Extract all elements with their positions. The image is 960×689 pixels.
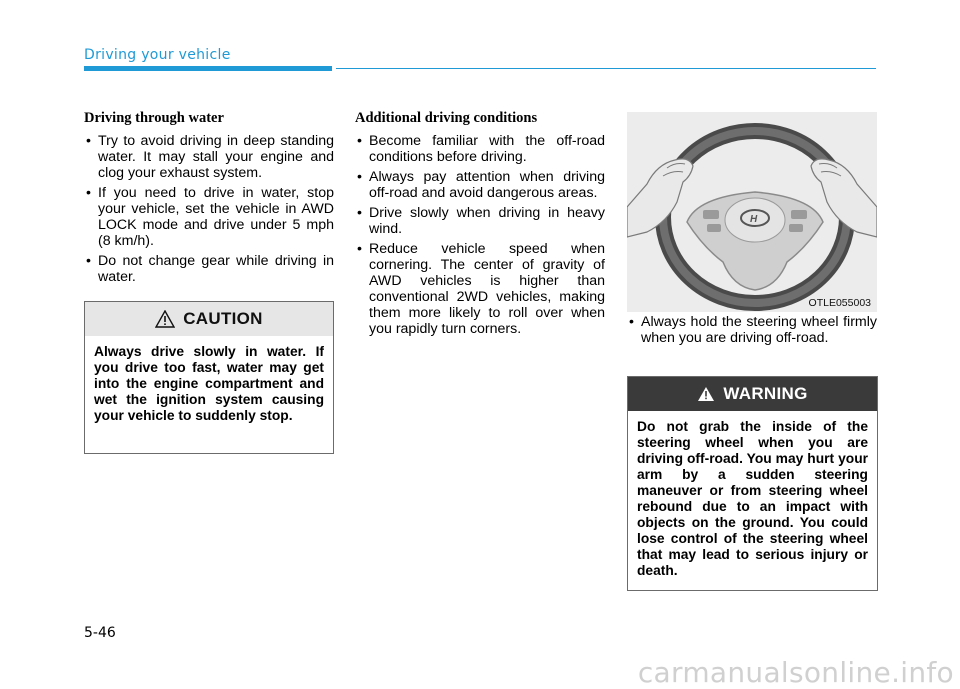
caution-label: CAUTION bbox=[183, 309, 263, 328]
right-bullet-list bbox=[627, 314, 877, 346]
list-item bbox=[627, 314, 877, 346]
warning-triangle-icon bbox=[697, 386, 715, 402]
list-item bbox=[355, 241, 605, 337]
bullet-text: Become familiar with the off-road conditions before driving. bbox=[369, 133, 605, 165]
warning-header bbox=[628, 377, 877, 411]
bullet-text: Try to avoid driving in deep standing water. It may stall your engine and clog your exhaust system. bbox=[98, 133, 334, 181]
figure-code: OTLE055003 bbox=[808, 297, 871, 309]
warning-box bbox=[627, 376, 878, 591]
left-bullet-list bbox=[84, 133, 334, 285]
caution-header bbox=[85, 302, 333, 336]
svg-text:H: H bbox=[750, 214, 758, 225]
bullet-dot: • bbox=[357, 133, 362, 149]
list-item bbox=[84, 253, 334, 285]
bullet-dot: • bbox=[86, 253, 91, 269]
list-item bbox=[355, 169, 605, 201]
bullet-dot: • bbox=[357, 169, 362, 185]
warning-label: WARNING bbox=[723, 384, 808, 403]
bullet-text: Drive slowly when driving in heavy wind. bbox=[369, 205, 605, 237]
caution-box bbox=[84, 301, 334, 454]
list-item bbox=[355, 205, 605, 237]
left-heading: Driving through water bbox=[84, 110, 224, 126]
bullet-text: Always pay attention when driving off-road and avoid dangerous areas. bbox=[369, 169, 605, 201]
middle-column bbox=[355, 110, 605, 341]
middle-bullet-list bbox=[355, 133, 605, 337]
caution-text: Always drive slowly in water. If you drive too fast, water may get into the engine compartment and wet the ignition system causing your vehicle to suddenly stop. bbox=[94, 344, 324, 423]
bullet-text: Always hold the steering wheel firmly when you are driving off-road. bbox=[641, 314, 877, 346]
bullet-dot: • bbox=[357, 205, 362, 221]
steering-wheel-illustration bbox=[627, 112, 877, 312]
header-rule-thin bbox=[336, 68, 876, 69]
bullet-dot: • bbox=[86, 185, 91, 201]
page-number: 5-46 bbox=[84, 625, 116, 641]
bullet-dot: • bbox=[629, 314, 634, 330]
steering-wheel-figure bbox=[627, 112, 877, 312]
list-item bbox=[84, 185, 334, 249]
bullet-dot: • bbox=[357, 241, 362, 257]
warning-text: Do not grab the inside of the steering wheel when you are driving off-road. You may hurt your arm by a sudden steering maneuver or from steering wheel rebound due to an impact with objects on the ground. You could lose control of the steering wheel that may lead to serious injury or death. bbox=[637, 419, 868, 578]
list-item bbox=[355, 133, 605, 165]
bullet-text: Reduce vehicle speed when cornering. The center of gravity of AWD vehicles is higher than conventional 2WD vehicles, making them more likely to roll over when you rapidly turn corners. bbox=[369, 241, 605, 337]
caution-triangle-icon bbox=[155, 310, 175, 328]
header-rule-thick bbox=[84, 66, 332, 71]
right-column bbox=[627, 314, 877, 350]
left-column bbox=[84, 110, 334, 289]
list-item bbox=[84, 133, 334, 181]
section-title: Driving your vehicle bbox=[84, 47, 231, 63]
bullet-dot: • bbox=[86, 133, 91, 149]
bullet-text: If you need to drive in water, stop your vehicle, set the vehicle in AWD LOCK mode and drive under 5 mph (8 km/h). bbox=[98, 185, 334, 249]
middle-heading: Additional driving conditions bbox=[355, 110, 538, 126]
watermark: carmanualsonline.info bbox=[637, 656, 954, 689]
bullet-text: Do not change gear while driving in water. bbox=[98, 253, 334, 285]
